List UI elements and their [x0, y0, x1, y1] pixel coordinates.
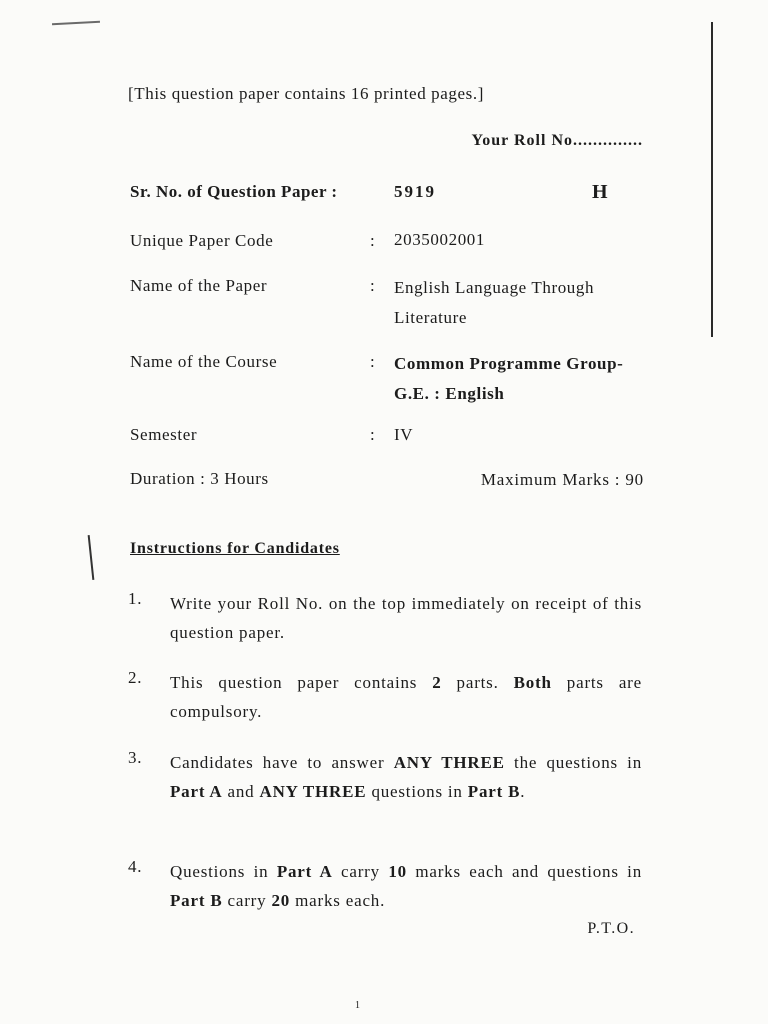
instructions-heading: Instructions for Candidates: [130, 540, 340, 557]
detail-label: Name of the Paper: [130, 276, 268, 295]
instruction-text: Questions in Part A carry 10 marks each and questions in Part B carry 20 marks each.: [170, 862, 642, 910]
detail-colon: :: [370, 231, 376, 250]
instruction-text: Write your Roll No. on the top immediately on receipt of this question paper.: [170, 594, 642, 642]
instruction-number: 1.: [128, 589, 143, 608]
paper-set-letter: H: [592, 181, 608, 203]
scan-edge-line: [711, 22, 713, 337]
detail-value: IV: [394, 425, 414, 444]
duration: Duration : 3 Hours: [130, 469, 269, 488]
detail-value: English Language Through Literature: [394, 278, 595, 327]
scan-mark: [52, 21, 100, 26]
instruction-text: Candidates have to answer ANY THREE the questions in Part A and ANY THREE questions in Part B.: [170, 753, 643, 801]
instruction-number: 4.: [128, 857, 143, 876]
serial-number-label: Sr. No. of Question Paper :: [130, 182, 338, 201]
detail-colon: :: [370, 425, 376, 444]
instruction-text: This question paper contains 2 parts. Both parts are compulsory.: [170, 673, 642, 721]
pen-mark: [88, 535, 95, 580]
detail-label: Semester: [130, 425, 198, 444]
detail-value: Common Programme Group- G.E. : English: [394, 354, 624, 403]
detail-colon: :: [370, 276, 376, 295]
page-count-note: [This question paper contains 16 printed pages.]: [128, 84, 484, 103]
page-number: 1: [355, 1000, 360, 1011]
detail-value: 2035002001: [394, 230, 485, 249]
maximum-marks: Maximum Marks : 90: [480, 470, 644, 489]
instruction-number: 3.: [128, 748, 143, 767]
detail-label: Unique Paper Code: [130, 231, 274, 250]
detail-colon: :: [370, 352, 376, 371]
instruction-number: 2.: [128, 668, 143, 687]
detail-label: Name of the Course: [130, 352, 278, 371]
serial-number-value: 5919: [394, 182, 436, 201]
roll-number-field: Your Roll No..............: [471, 132, 643, 149]
please-turn-over: P.T.O.: [587, 920, 635, 937]
